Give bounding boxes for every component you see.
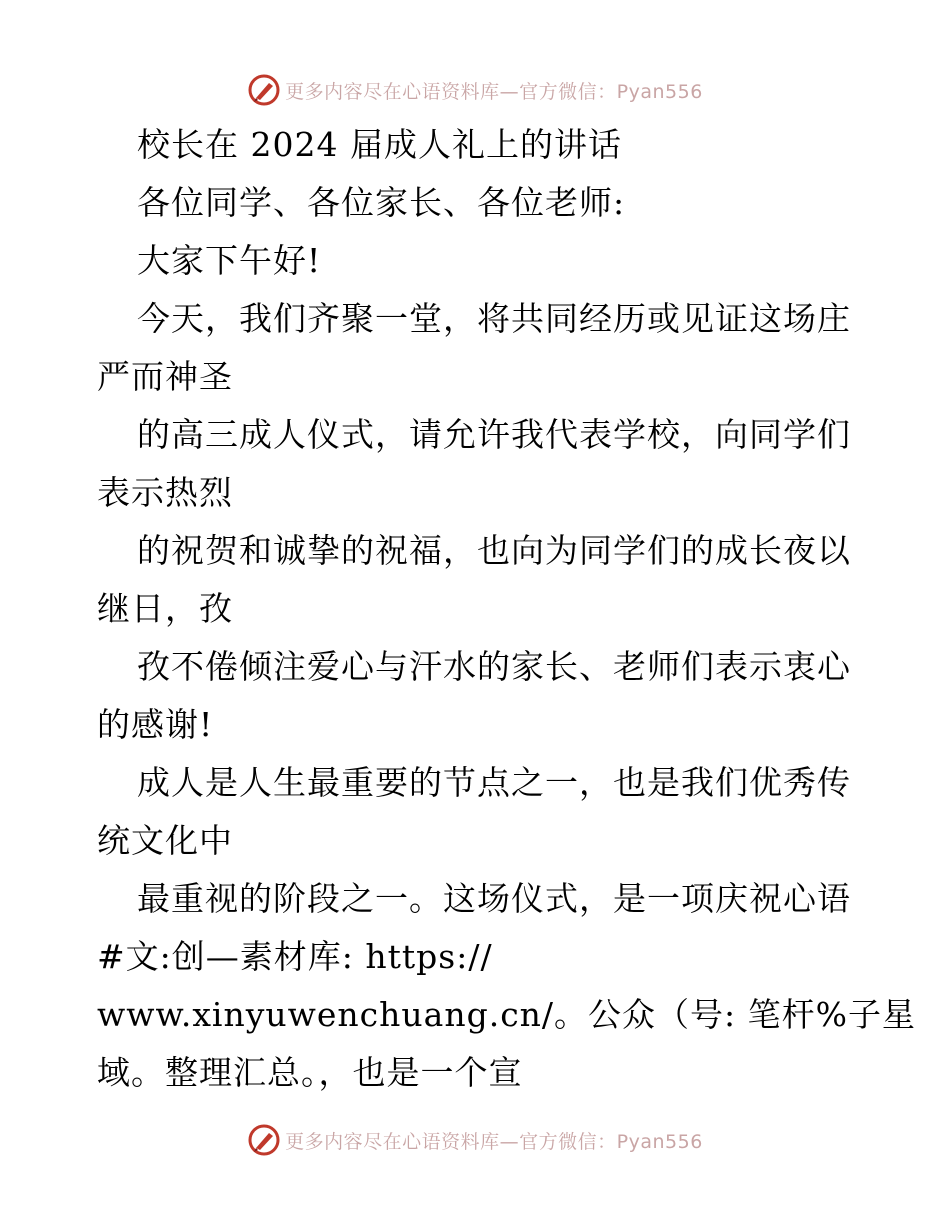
text-line: 的高三成人仪式，请允许我代表学校，向同学们: [137, 415, 851, 454]
text-line: 今天，我们齐聚一堂，将共同经历或见证这场庄: [137, 299, 851, 338]
footer-banner: [0, 1120, 950, 1160]
text-line: 大家下午好!: [137, 241, 322, 280]
text-line: 成人是人生最重要的节点之一，也是我们优秀传: [137, 763, 851, 802]
text-line: 孜不倦倾注爱心与汗水的家长、老师们表示衷心: [137, 647, 851, 686]
footer-banner-text: 更多内容尽在心语资料库—官方微信：Pyan556: [285, 1130, 703, 1153]
header-banner-text: 更多内容尽在心语资料库—官方微信：Pyan556: [285, 80, 703, 103]
text-line: www.xinyuwenchuang.cn/。公众（号: 笔杆%子星: [97, 995, 917, 1034]
text-line: #文:创—素材库: https://: [97, 937, 493, 976]
pen-logo-icon: [247, 73, 281, 107]
text-line: 继日，孜: [97, 589, 233, 628]
text-line: 的感谢!: [97, 705, 214, 744]
pen-logo-icon: [247, 1123, 281, 1157]
greeting-line: 各位同学、各位家长、各位老师:: [137, 183, 626, 222]
text-line: 表示热烈: [97, 473, 233, 512]
text-line: 的祝贺和诚挚的祝福，也向为同学们的成长夜以: [137, 531, 851, 570]
text-line: 最重视的阶段之一。这场仪式，是一项庆祝心语: [137, 879, 851, 918]
text-line: 统文化中: [97, 821, 233, 860]
header-banner: [0, 70, 950, 110]
text-line: 域。整理汇总。，也是一个宣: [97, 1053, 523, 1092]
document-body: [97, 116, 917, 1102]
document-title: 校长在 2024 届成人礼上的讲话: [137, 125, 622, 164]
text-line: 严而神圣: [97, 357, 233, 396]
